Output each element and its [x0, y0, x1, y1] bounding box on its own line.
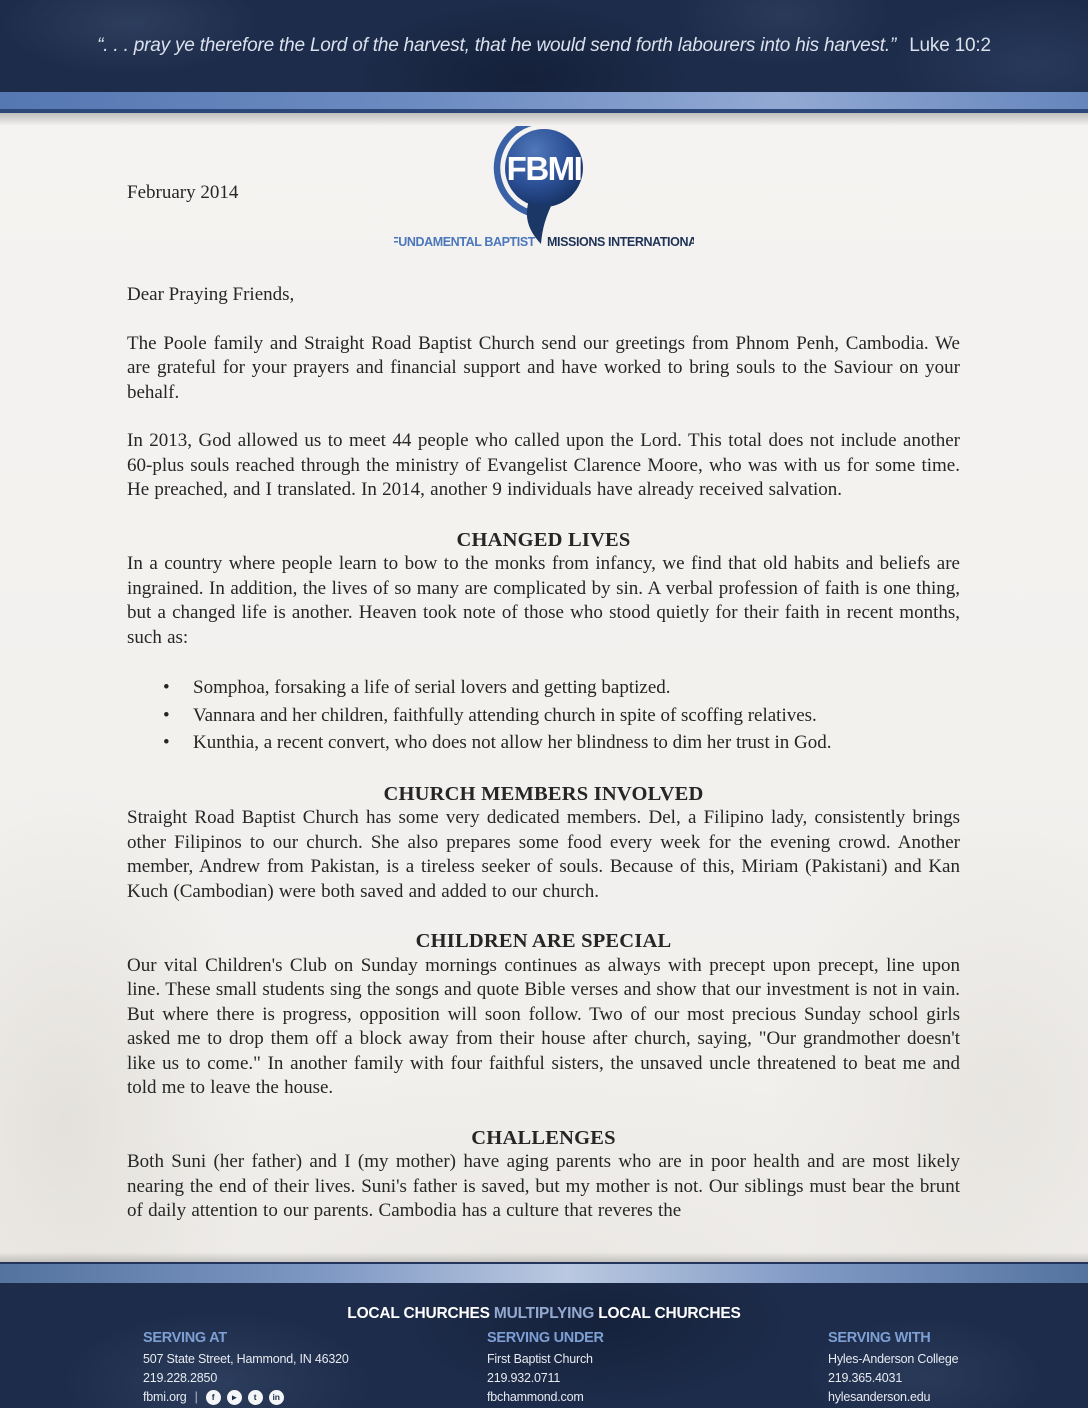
- letter-date: February 2014: [127, 182, 239, 203]
- section-heading-changed-lives: CHANGED LIVES: [456, 528, 631, 551]
- footer: [0, 1283, 1088, 1408]
- footer-motto-part1: LOCAL CHURCHES: [347, 1305, 490, 1322]
- twitter-icon[interactable]: t: [248, 1390, 263, 1405]
- linkedin-icon[interactable]: in: [269, 1390, 284, 1405]
- section-heading-children: CHILDREN ARE SPECIAL: [415, 930, 672, 952]
- footer-column-heading: SERVING UNDER: [487, 1330, 604, 1346]
- footer-column-serving-with: [828, 1330, 958, 1407]
- fbmi-logo: [394, 126, 694, 252]
- fbmi-logo-graphic: [394, 126, 694, 252]
- footer-website-link[interactable]: fbmi.org: [143, 1390, 187, 1404]
- footer-column-serving-under: [487, 1330, 604, 1407]
- section-heading-challenges: CHALLENGES: [471, 1126, 616, 1149]
- list-item: • Kunthia, a recent convert, who does not allow her blindness to dim her trust in God.: [127, 729, 960, 757]
- logo-tagline-right: MISSIONS INTERNATIONAL: [547, 235, 694, 249]
- top-divider-stripe: [0, 92, 1088, 113]
- section-heading-church-members: CHURCH MEMBERS INVOLVED: [383, 782, 704, 805]
- footer-website-link[interactable]: fbchammond.com: [487, 1390, 584, 1404]
- bottom-divider-stripe: [0, 1262, 1088, 1283]
- footer-org: First Baptist Church: [487, 1352, 593, 1366]
- scripture-reference: Luke 10:2: [909, 35, 991, 56]
- top-banner: [0, 0, 1088, 92]
- footer-address: 507 State Street, Hammond, IN 46320: [143, 1352, 349, 1366]
- youtube-icon[interactable]: ▸: [227, 1390, 242, 1405]
- logo-acronym: FBMI: [506, 150, 582, 187]
- list-item: • Somphoa, forsaking a life of serial lovers and getting baptized.: [127, 674, 960, 702]
- footer-org: Hyles-Anderson College: [828, 1352, 959, 1366]
- section-paragraph: Both Suni (her father) and I (my mother) have aging parents who are in poor health and are most likely nearing the end of their lives. Suni's father is saved, but my mother is not. Our siblings must bear the brunt of daily attention to our parents. Cambodia has a culture that reveres the: [127, 1151, 960, 1221]
- separator: |: [194, 1390, 198, 1404]
- facebook-icon[interactable]: f: [206, 1390, 221, 1405]
- scripture-quote-text: “. . . pray ye therefore the Lord of the harvest, that he would send forth labourers into his harvest.”: [97, 35, 897, 56]
- section-paragraph: Our vital Children's Club on Sunday mornings continues as always with precept upon precept, line upon line. These small students sing the songs and quote Bible verses and show that our investment is not in vain. But where there is progress, opposition will soon follow. Two of our most precious Sunday school girls asked me to drop them off a block away from their house after church, saying, "Our grandmother doesn't like us to come." In another family with four faithful sisters, the unsaved uncle threatened to beat me and told me to leave the house.: [127, 954, 960, 1098]
- footer-motto-part2: LOCAL CHURCHES: [598, 1305, 741, 1322]
- intro-paragraph: The Poole family and Straight Road Baptist Church send our greetings from Phnom Penh, Cambodia. We are grateful for your prayers and financial support and have worked to bring souls to the Saviour on your behalf.: [127, 332, 960, 403]
- footer-phone: 219.932.0711: [487, 1371, 561, 1385]
- footer-column-serving-at: [143, 1330, 349, 1407]
- letter-body: [0, 113, 1088, 1262]
- changed-lives-bullet-list: [127, 674, 960, 757]
- footer-motto-highlight: MULTIPLYING: [493, 1305, 595, 1322]
- logo-tagline-left: FUNDAMENTAL BAPTIST: [394, 235, 535, 249]
- intro-paragraph: In 2013, God allowed us to meet 44 people who called upon the Lord. This total does not include another 60-plus souls reached through the ministry of Evangelist Clarence Moore, who was with us for some time. He preached, and I translated. In 2014, another 9 individuals have already received salvation.: [127, 430, 960, 500]
- footer-motto: [0, 1305, 1088, 1323]
- section-paragraph: In a country where people learn to bow to the monks from infancy, we find that old habits and beliefs are ingrained. In addition, the lives of so many are complicated by sin. A verbal profession of faith is one thing, but a changed life is another. Heaven took note of those who stood quietly for their faith in recent months, such as:: [127, 553, 960, 648]
- footer-phone: 219.228.2850: [143, 1371, 218, 1385]
- footer-column-heading: SERVING WITH: [828, 1330, 931, 1346]
- footer-column-heading: SERVING AT: [143, 1330, 227, 1346]
- letter-greeting: Dear Praying Friends,: [127, 284, 295, 305]
- footer-web-social-row: [143, 1388, 349, 1407]
- footer-website-link[interactable]: hylesanderson.edu: [828, 1390, 931, 1404]
- list-item: • Vannara and her children, faithfully attending church in spite of scoffing relatives.: [127, 702, 960, 730]
- section-paragraph: Straight Road Baptist Church has some very dedicated members. Del, a Filipino lady, consistently brings other Filipinos to our church. She also prepares some food every week for the evening crowd. Another member, Andrew from Pakistan, is a tireless seeker of souls. Because of this, Miriam (Pakistani) and Kan Kuch (Cambodian) were both saved and added to our church.: [127, 807, 960, 902]
- footer-phone: 219.365.4031: [828, 1371, 903, 1385]
- scripture-quote: [97, 35, 991, 57]
